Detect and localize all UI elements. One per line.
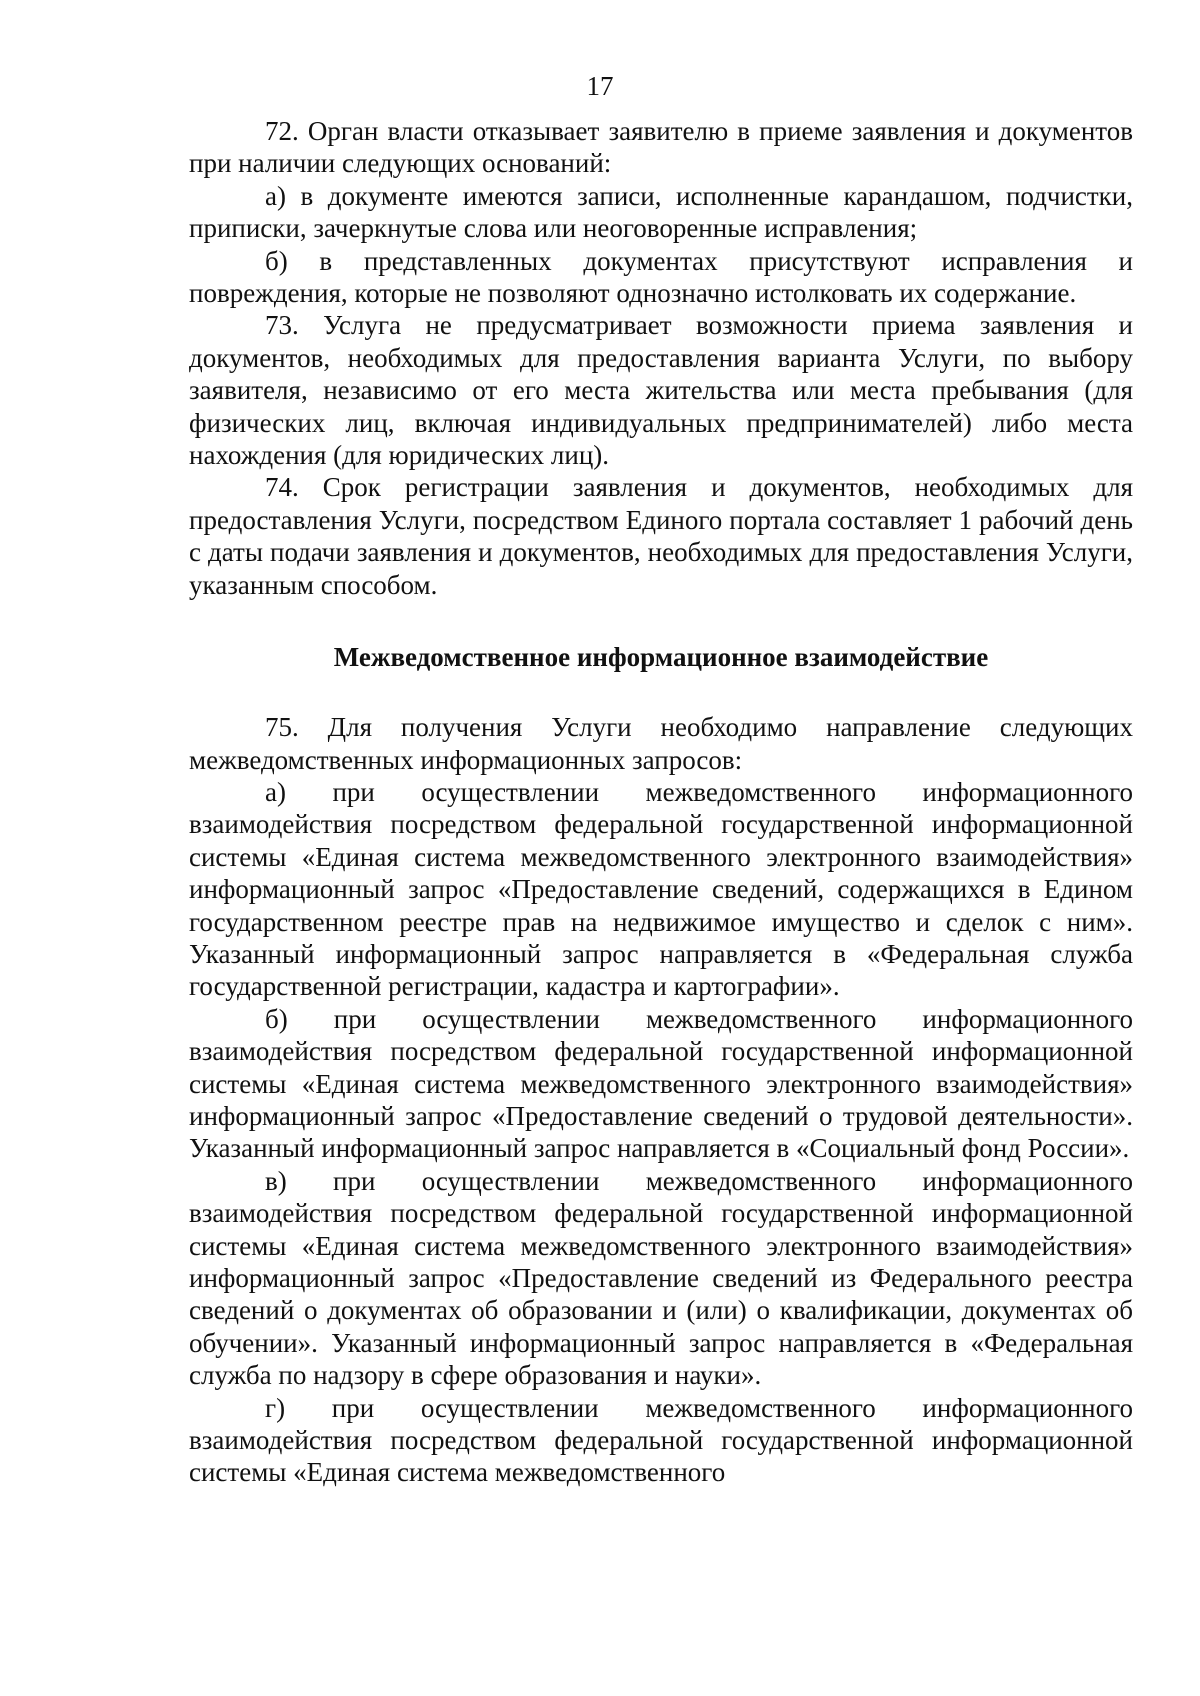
paragraph-75-a: а) при осуществлении межведомственного информационного взаимодействия посредством федеральной государственной информационной системы «Единая система межведомственного электронного взаимодействия» информационный запрос «Предоставление сведений, содержащихся в Едином государственном реестре прав на недвижимое имущество и сделок с ним». Указанный информационный запрос направляется в «Федеральная служба государственной регистрации, кадастра и картографии». — [189, 776, 1133, 1002]
paragraph-75-b: б) при осуществлении межведомственного информационного взаимодействия посредством федеральной государственной информационной системы «Единая система межведомственного электронного взаимодействия» информационный запрос «Предоставление сведений о трудовой деятельности». Указанный информационный запрос направляется в «Социальный фонд России». — [189, 1003, 1133, 1164]
paragraph-74: 74. Срок регистрации заявления и документов, необходимых для предоставления Услуги, посредством Единого портала составляет 1 рабочий день с даты подачи заявления и документов, необходимых для предоставления Услуги, указанным способом. — [189, 472, 1133, 600]
paragraph-75-g: г) при осуществлении межведомственного информационного взаимодействия посредством федеральной государственной информационной системы «Единая система межведомственного — [189, 1392, 1133, 1488]
section-heading: Межведомственное информационное взаимодействие — [333, 642, 989, 673]
paragraph-73: 73. Услуга не предусматривает возможности приема заявления и документов, необходимых для предоставления варианта Услуги, по выбору заявителя, независимо от его места жительства или места пребывания (для физических лиц, включая индивидуальных предпринимателей) либо места нахождения (для юридических лиц). — [189, 310, 1133, 471]
paragraph-75: 75. Для получения Услуги необходимо направление следующих межведомственных информационных запросов: — [189, 712, 1133, 775]
paragraph-72-a: а) в документе имеются записи, исполненные карандашом, подчистки, приписки, зачеркнутые слова или неоговоренные исправления; — [189, 180, 1133, 244]
page-number: 17 — [586, 71, 614, 101]
document-body — [189, 115, 1133, 1489]
paragraph-72: 72. Орган власти отказывает заявителю в приеме заявления и документов при наличии следующих оснований: — [189, 116, 1133, 179]
paragraph-75-v: в) при осуществлении межведомственного информационного взаимодействия посредством федеральной государственной информационной системы «Единая система межведомственного электронного взаимодействия» информационный запрос «Предоставление сведений из Федерального реестра сведений о документах об образовании и (или) о квалификации, документах об обучении». Указанный информационный запрос направляется в «Федеральная служба по надзору в сфере образования и науки». — [189, 1165, 1133, 1391]
paragraph-72-b: б) в представленных документах присутствуют исправления и повреждения, которые не позволяют однозначно истолковать их содержание. — [189, 245, 1133, 309]
